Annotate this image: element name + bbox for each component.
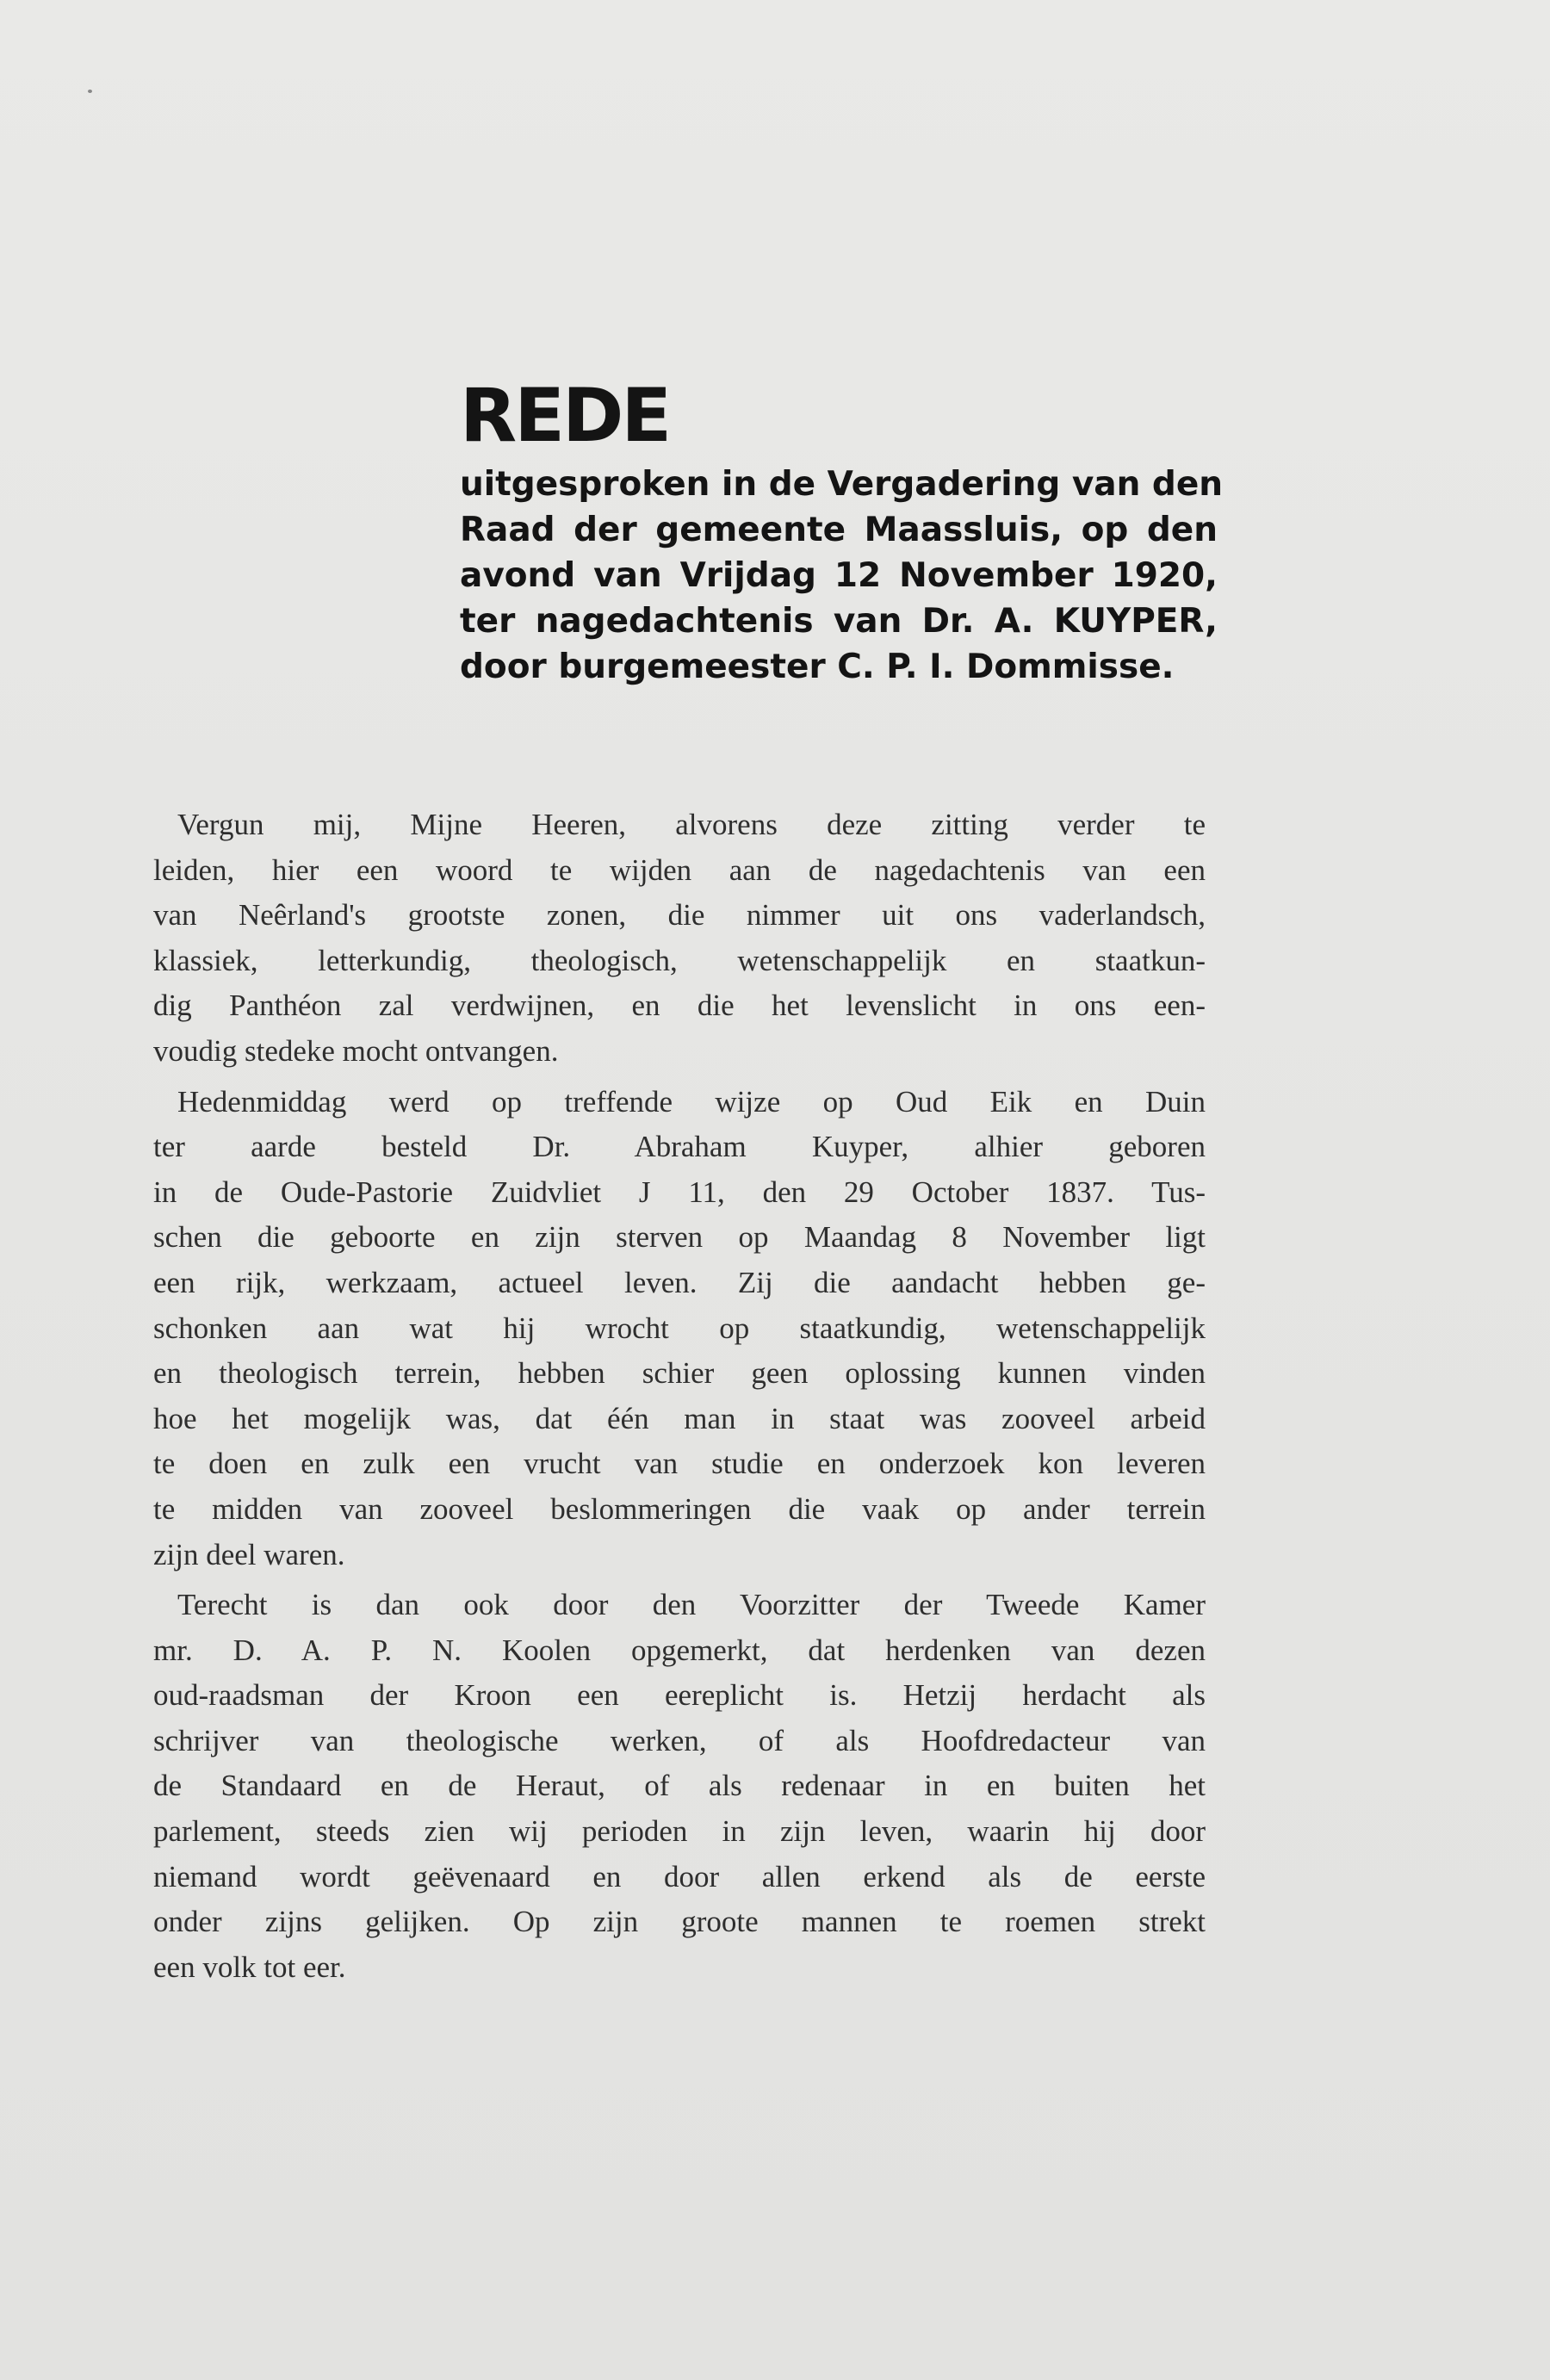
title-block: [460, 373, 1224, 690]
text-line: en theologisch terrein, hebben schier geen oplossing kunnen vinden: [153, 1356, 1206, 1391]
text-line: Vergun mij, Mijne Heeren, alvorens deze zitting verder te: [177, 808, 1206, 841]
text-line: ter aarde besteld Dr. Abraham Kuyper, alhier geboren: [153, 1130, 1206, 1164]
text-line: te doen en zulk een vrucht van studie en onderzoek kon leveren: [153, 1447, 1206, 1481]
text-line: niemand wordt geëvenaard en door allen erkend als de eerste: [153, 1859, 1206, 1893]
text-line: zijn deel waren.: [153, 1537, 345, 1571]
paragraph-1: [153, 803, 1206, 1075]
subtitle-line: door burgemeester C. P. I. Dommisse.: [460, 648, 1175, 686]
subtitle-line: uitgesproken in de Vergadering van den: [460, 465, 1224, 504]
text-line: schonken aan wat hij wrocht op staatkundig, wetenschappelijk: [153, 1311, 1206, 1345]
text-line: dig Panthéon zal verdwijnen, en die het levenslicht in ons een-: [153, 989, 1206, 1023]
text-line: in de Oude-Pastorie Zuidvliet J 11, den 29 October 1837. Tus-: [153, 1175, 1206, 1209]
text-line: hoe het mogelijk was, dat één man in staat was zooveel arbeid: [153, 1401, 1206, 1435]
text-line: onder zijns gelijken. Op zijn groote mannen te roemen strekt: [153, 1905, 1206, 1939]
text-line: oud-raadsman der Kroon een eereplicht is. Hetzij herdacht als: [153, 1678, 1206, 1713]
text-line: schrijver van theologische werken, of als Hoofdredacteur van: [153, 1723, 1206, 1757]
text-line: van Neêrland's grootste zonen, die nimmer uit ons vaderlandsch,: [153, 898, 1206, 933]
subtitle: [460, 462, 1224, 690]
text-line: te midden van zooveel beslommeringen die vaak op ander terrein: [153, 1491, 1206, 1526]
subtitle-line: ter nagedachtenis van Dr. A. KUYPER,: [460, 602, 1218, 641]
text-line: mr. D. A. P. N. Koolen opgemerkt, dat herdenken van dezen: [153, 1633, 1206, 1667]
text-line: Terecht is dan ook door den Voorzitter der Tweede Kamer: [177, 1588, 1206, 1622]
body-text: [153, 803, 1206, 1995]
text-line: leiden, hier een woord te wijden aan de nagedachtenis van een: [153, 852, 1206, 887]
paragraph-3: [153, 1583, 1206, 1990]
text-line: een volk tot eer.: [153, 1949, 346, 1984]
page-title: REDE: [460, 373, 670, 459]
text-line: voudig stedeke mocht ontvangen.: [153, 1033, 559, 1068]
text-line: Hedenmiddag werd op treffende wijze op Oud Eik en Duin: [177, 1084, 1206, 1119]
paragraph-2: [153, 1080, 1206, 1578]
text-line: schen die geboorte en zijn sterven op Maandag 8 November ligt: [153, 1220, 1206, 1255]
text-line: de Standaard en de Heraut, of als redenaar in en buiten het: [153, 1769, 1206, 1803]
print-speck: [88, 90, 92, 93]
subtitle-line: Raad der gemeente Maassluis, op den: [460, 511, 1218, 549]
text-line: parlement, steeds zien wij perioden in zijn leven, waarin hij door: [153, 1814, 1206, 1849]
subtitle-line: avond van Vrijdag 12 November 1920,: [460, 556, 1218, 595]
text-line: een rijk, werkzaam, actueel leven. Zij die aandacht hebben ge-: [153, 1265, 1206, 1299]
text-line: klassiek, letterkundig, theologisch, wetenschappelijk en staatkun-: [153, 943, 1206, 977]
